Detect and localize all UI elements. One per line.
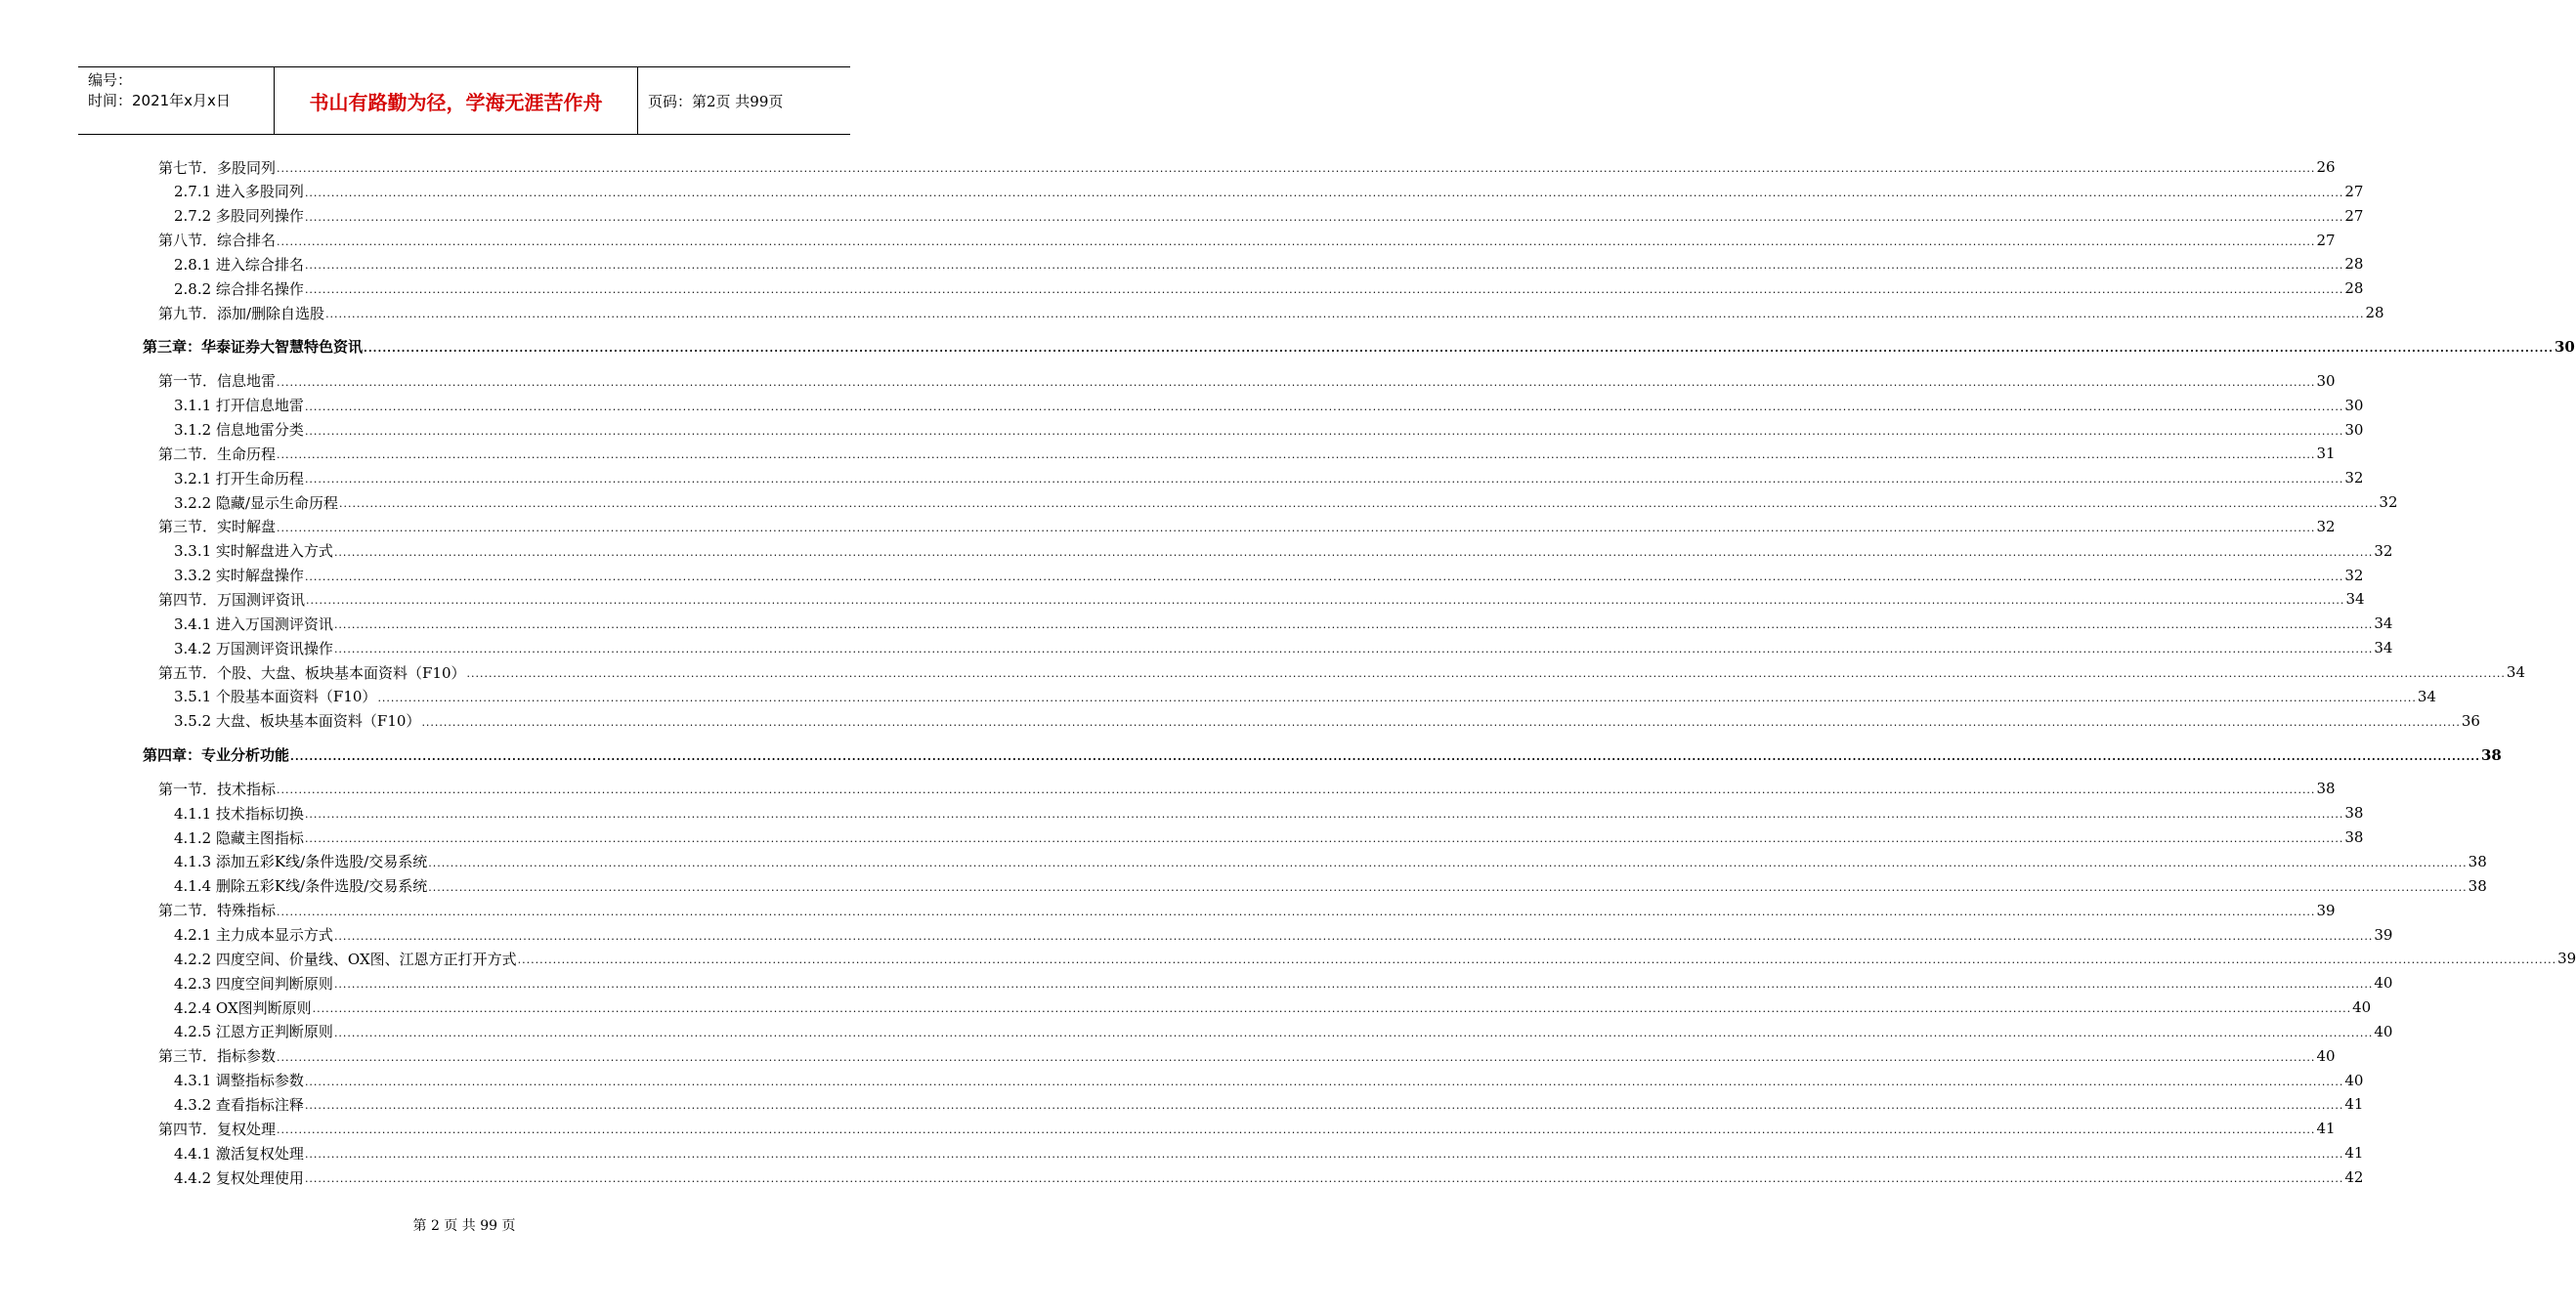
toc-leader-dots	[428, 882, 2467, 898]
header-time-label: 时间：2021年x月x日	[88, 92, 231, 109]
toc-entry-title: 4.2.1 主力成本显示方式	[174, 926, 333, 944]
toc-entry-title: 2.8.1 进入综合排名	[174, 255, 304, 274]
toc-page-number: 32	[2344, 469, 2364, 487]
toc-entry[interactable]	[0, 685, 2436, 708]
toc-page-number: 32	[2374, 541, 2393, 560]
toc-leader-dots	[306, 595, 2344, 611]
toc-entry-title: 第四节．复权处理	[158, 1120, 277, 1138]
toc-leader-dots	[277, 163, 2315, 179]
toc-page-number: 26	[2316, 158, 2336, 176]
toc-entry[interactable]	[0, 1020, 2393, 1043]
toc-page-number: 30	[2554, 337, 2575, 356]
toc-entry-title: 4.1.2 隐藏主图指标	[174, 828, 304, 847]
toc-leader-dots	[339, 498, 2378, 514]
toc-leader-dots	[313, 1003, 2351, 1019]
toc-leader-dots	[467, 668, 2506, 684]
toc-entry[interactable]	[0, 709, 2480, 733]
toc-chapter[interactable]	[0, 743, 2502, 767]
toc-leader-dots	[305, 402, 2343, 417]
toc-entry[interactable]	[0, 539, 2393, 563]
toc-page-number: 40	[2344, 1071, 2364, 1089]
toc-entry[interactable]	[0, 466, 2364, 489]
toc-entry[interactable]	[0, 490, 2398, 514]
toc-entry[interactable]	[0, 229, 2336, 252]
toc-entry-title: 第四章：专业分析功能	[143, 746, 290, 765]
toc-entry-title: 2.7.2 多股同列操作	[174, 207, 304, 226]
toc-page-number: 28	[2365, 304, 2384, 322]
toc-page-number: 34	[2506, 663, 2526, 681]
toc-entry[interactable]	[0, 777, 2336, 800]
toc-page-number: 36	[2461, 711, 2480, 730]
toc-page-number: 39	[2316, 901, 2336, 919]
toc-entry[interactable]	[0, 826, 2364, 849]
toc-leader-dots	[334, 547, 2373, 563]
toc-page-number: 34	[2417, 687, 2436, 705]
toc-entry[interactable]	[0, 971, 2393, 995]
toc-entry-title: 第二节．特殊指标	[158, 902, 277, 920]
toc-leader-dots	[334, 931, 2373, 947]
toc-leader-dots	[305, 260, 2343, 275]
toc-leader-dots	[305, 474, 2343, 489]
toc-entry-title: 第八节．综合排名	[158, 232, 277, 250]
toc-entry-title: 3.4.2 万国测评资讯操作	[174, 639, 333, 657]
toc-entry-title: 第一节．信息地雷	[158, 372, 277, 391]
toc-leader-dots	[305, 188, 2343, 203]
toc-page-number: 42	[2344, 1168, 2364, 1186]
toc-leader-dots	[305, 809, 2343, 825]
toc-entry[interactable]	[0, 612, 2393, 635]
toc-entry[interactable]	[0, 1117, 2336, 1140]
toc-page-number: 40	[2352, 998, 2372, 1017]
toc-entry[interactable]	[0, 369, 2336, 393]
toc-entry-title: 第五节．个股、大盘、板块基本面资料（F10）	[158, 663, 466, 682]
toc-entry[interactable]	[0, 874, 2487, 898]
header-meta	[78, 67, 275, 134]
toc-entry-title: 第一节．技术指标	[158, 780, 277, 798]
toc-leader-dots	[334, 619, 2373, 635]
toc-entry-title: 4.2.3 四度空间判断原则	[174, 974, 333, 993]
toc-page-number: 28	[2344, 255, 2364, 274]
toc-entry-title: 第三节．实时解盘	[158, 518, 277, 536]
toc-leader-dots	[325, 309, 2364, 324]
toc-page-number: 30	[2344, 420, 2364, 439]
toc-entry-title: 2.8.2 综合排名操作	[174, 279, 304, 298]
toc-entry-title: 4.1.3 添加五彩K线/条件选股/交易系统	[174, 853, 428, 871]
toc-entry[interactable]	[0, 276, 2364, 300]
toc-page-number: 39	[2557, 950, 2576, 968]
toc-page-number: 31	[2316, 445, 2336, 463]
toc-entry[interactable]	[0, 1141, 2364, 1165]
toc-leader-dots	[277, 236, 2315, 252]
toc-page-number: 34	[2374, 639, 2393, 657]
toc-entry[interactable]	[0, 1092, 2364, 1116]
toc-entry[interactable]	[0, 1069, 2364, 1092]
toc-page-number: 40	[2374, 974, 2393, 993]
toc-entry-title: 2.7.1 进入多股同列	[174, 183, 304, 201]
page-footer: 第 2 页 共 99 页	[412, 1218, 516, 1234]
toc-entry-title: 3.3.2 实时解盘操作	[174, 567, 304, 585]
toc-leader-dots	[305, 1100, 2343, 1116]
toc-entry[interactable]	[0, 1044, 2336, 1068]
toc-page-number: 39	[2374, 925, 2393, 944]
toc-entry-title: 4.4.1 激活复权处理	[174, 1144, 304, 1163]
toc-page-number: 38	[2468, 876, 2487, 895]
toc-leader-dots	[377, 693, 2416, 708]
toc-page-number: 38	[2480, 745, 2502, 764]
toc-entry[interactable]	[0, 995, 2372, 1019]
toc-leader-dots	[364, 343, 2554, 359]
toc-leader-dots	[334, 979, 2373, 995]
toc-entry-title: 4.3.1 调整指标参数	[174, 1072, 304, 1090]
toc-leader-dots	[277, 907, 2315, 922]
toc-leader-dots	[290, 751, 2480, 767]
toc-entry-title: 第九节．添加/删除自选股	[158, 304, 325, 322]
header-motto: 书山有路勤为径，学海无涯苦作舟	[275, 67, 638, 134]
document-header	[78, 66, 850, 135]
toc-entry-title: 3.3.1 实时解盘进入方式	[174, 542, 333, 561]
toc-entry[interactable]	[0, 252, 2364, 275]
toc-page-number: 40	[2316, 1046, 2336, 1065]
toc-page-number: 38	[2344, 828, 2364, 847]
toc-entry[interactable]	[0, 418, 2364, 442]
toc-entry-title: 4.2.4 OX图判断原则	[174, 998, 312, 1017]
toc-leader-dots	[277, 1052, 2315, 1068]
toc-page-number: 27	[2344, 206, 2364, 225]
toc-entry-title: 第七节．多股同列	[158, 158, 277, 177]
toc-page-number: 41	[2344, 1144, 2364, 1163]
toc-leader-dots	[305, 1173, 2343, 1189]
toc-entry-title: 第三节．指标参数	[158, 1047, 277, 1066]
toc-entry[interactable]	[0, 947, 2576, 970]
toc-entry-title: 4.1.1 技术指标切换	[174, 804, 304, 823]
toc-leader-dots	[305, 212, 2343, 228]
toc-entry[interactable]	[0, 660, 2526, 684]
toc-entry[interactable]	[0, 180, 2364, 203]
toc-page-number: 41	[2344, 1095, 2364, 1114]
toc-entry-title: 第三章：华泰证券大智慧特色资讯	[143, 338, 364, 357]
toc-entry[interactable]	[0, 850, 2487, 873]
toc-entry[interactable]	[0, 801, 2364, 825]
toc-leader-dots	[428, 858, 2467, 873]
toc-leader-dots	[305, 833, 2343, 849]
toc-entry[interactable]	[0, 636, 2393, 659]
toc-page-number: 30	[2316, 371, 2336, 390]
toc-page-number: 38	[2344, 804, 2364, 823]
toc-leader-dots	[277, 449, 2315, 465]
toc-leader-dots	[277, 1124, 2315, 1140]
toc-page-number: 32	[2344, 566, 2364, 584]
toc-leader-dots	[305, 1077, 2343, 1092]
toc-leader-dots	[334, 1028, 2373, 1043]
toc-page-number: 34	[2374, 614, 2393, 633]
toc-entry-title: 3.5.2 大盘、板块基本面资料（F10）	[174, 712, 421, 731]
toc-entry[interactable]	[0, 1165, 2364, 1189]
toc-entry-title: 3.5.1 个股基本面资料（F10）	[174, 688, 377, 706]
toc-leader-dots	[334, 644, 2373, 659]
toc-entry[interactable]	[0, 899, 2336, 922]
toc-entry[interactable]	[0, 442, 2336, 465]
toc-leader-dots	[277, 784, 2315, 800]
toc-entry-title: 3.1.2 信息地雷分类	[174, 421, 304, 439]
toc-entry-title: 第二节．生命历程	[158, 445, 277, 463]
toc-entry[interactable]	[0, 515, 2336, 538]
toc-page-number: 32	[2316, 517, 2336, 535]
toc-page-number: 34	[2345, 590, 2365, 609]
toc-leader-dots	[305, 1149, 2343, 1165]
toc-leader-dots	[305, 284, 2343, 300]
toc-page-number: 40	[2374, 1022, 2393, 1040]
toc-page-number: 28	[2344, 279, 2364, 298]
toc-chapter[interactable]	[0, 335, 2575, 359]
toc-entry-title: 4.2.2 四度空间、价量线、OX图、江恩方正打开方式	[174, 950, 517, 968]
toc-entry[interactable]	[0, 204, 2364, 228]
toc-leader-dots	[421, 717, 2460, 733]
toc-page-number: 27	[2344, 182, 2364, 200]
toc-page-number: 32	[2379, 493, 2398, 512]
toc-leader-dots	[518, 954, 2556, 970]
toc-entry[interactable]	[0, 301, 2384, 324]
toc-entry-title: 4.1.4 删除五彩K线/条件选股/交易系统	[174, 877, 428, 896]
toc-page-number: 30	[2344, 396, 2364, 414]
toc-page-number: 38	[2468, 852, 2487, 870]
toc-entry[interactable]	[0, 587, 2365, 611]
toc-entry-title: 3.2.1 打开生命历程	[174, 469, 304, 487]
toc-entry[interactable]	[0, 394, 2364, 417]
toc-entry-title: 3.4.1 进入万国测评资讯	[174, 614, 333, 633]
toc-entry[interactable]	[0, 923, 2393, 947]
header-code-label: 编号：	[88, 71, 133, 89]
toc-leader-dots	[305, 426, 2343, 442]
toc-entry[interactable]	[0, 155, 2336, 179]
toc-entry-title: 3.1.1 打开信息地雷	[174, 397, 304, 415]
toc-leader-dots	[277, 523, 2315, 538]
toc-leader-dots	[277, 377, 2315, 393]
header-page-info: 页码：第2页 共99页	[648, 92, 784, 110]
toc-entry[interactable]	[0, 564, 2364, 587]
toc-page-number: 38	[2316, 780, 2336, 798]
toc-entry-title: 3.2.2 隐藏/显示生命历程	[174, 493, 338, 512]
toc-entry-title: 4.3.2 查看指标注释	[174, 1095, 304, 1114]
toc-page-number: 27	[2316, 231, 2336, 249]
toc-leader-dots	[305, 572, 2343, 587]
toc-entry-title: 4.4.2 复权处理使用	[174, 1168, 304, 1187]
toc-entry-title: 第四节．万国测评资讯	[158, 590, 306, 609]
toc-entry-title: 4.2.5 江恩方正判断原则	[174, 1023, 333, 1041]
toc-page-number: 41	[2316, 1120, 2336, 1138]
